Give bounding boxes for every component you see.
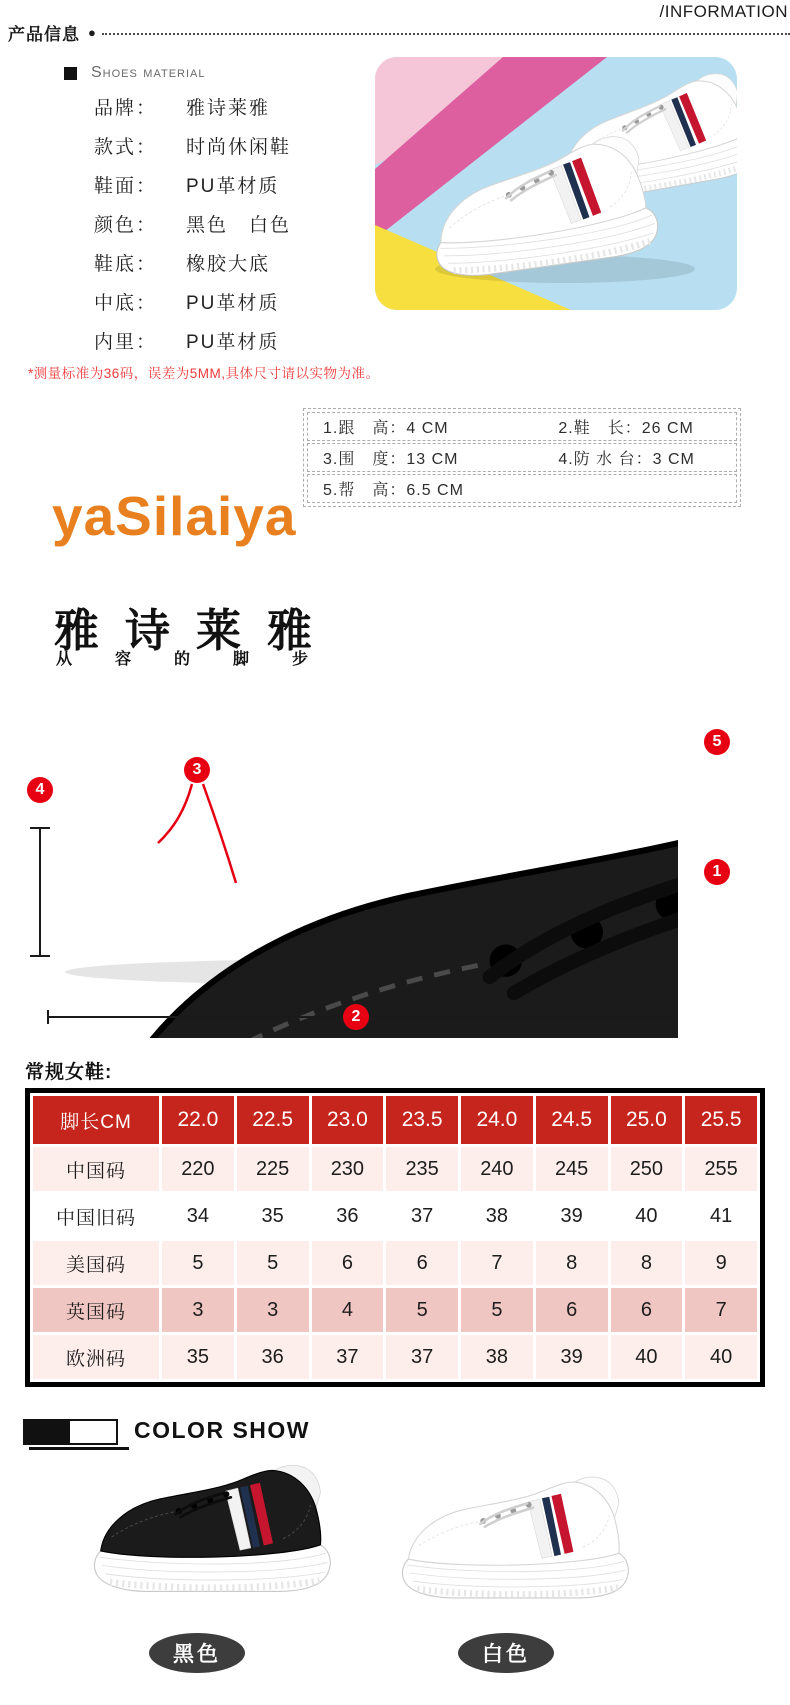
logo-shadow-shape	[29, 1447, 129, 1450]
specs-section-title: Shoes material	[91, 64, 206, 81]
measurement-note: *测量标准为36码，误差为5MM,具体尺寸请以实物为准。	[28, 366, 380, 381]
size-cell: 5	[386, 1288, 458, 1332]
measurement-row	[307, 443, 737, 472]
size-cell: 255	[685, 1147, 757, 1191]
measurement-item: 2.鞋 长：26 CM	[558, 420, 694, 437]
size-header-cell: 24.5	[536, 1096, 608, 1144]
page-title: 产品信息	[8, 25, 80, 44]
size-cell: 245	[536, 1147, 608, 1191]
measure-point-1: 1	[704, 859, 730, 885]
size-cell: 35	[162, 1335, 234, 1379]
size-cell: 41	[685, 1194, 757, 1238]
size-row-label: 英国码	[33, 1288, 159, 1332]
product-photo-image	[375, 57, 737, 310]
product-photo	[375, 57, 737, 310]
spec-value: PU革材质	[186, 292, 280, 314]
size-cell: 34	[162, 1194, 234, 1238]
size-cell: 3	[237, 1288, 309, 1332]
size-cell: 240	[461, 1147, 533, 1191]
spec-value: PU革材质	[186, 331, 280, 353]
spec-row-outsole	[64, 243, 374, 281]
size-cell: 8	[611, 1241, 683, 1285]
logo-filled-shape	[23, 1419, 70, 1445]
square-bullet-icon	[64, 67, 77, 80]
measurement-row	[307, 412, 737, 441]
size-cell: 37	[386, 1335, 458, 1379]
measurement-row	[307, 474, 737, 503]
spec-label: 品牌：	[94, 97, 158, 119]
color-badge-black: 黑色	[149, 1633, 245, 1673]
spec-row-midsole	[64, 282, 374, 320]
size-header-cell: 脚长CM	[33, 1096, 159, 1144]
measurement-box	[303, 408, 741, 507]
spec-label: 颜色：	[94, 214, 158, 236]
size-table	[25, 1088, 765, 1387]
color-show-title: COLOR SHOW	[134, 1417, 310, 1443]
brand-name-cn: 雅诗莱雅	[54, 605, 312, 656]
size-cell: 6	[536, 1288, 608, 1332]
black-shoe-image	[90, 1462, 335, 1600]
size-cell: 220	[162, 1147, 234, 1191]
size-cell: 3	[162, 1288, 234, 1332]
size-cell: 5	[237, 1241, 309, 1285]
size-row-label: 美国码	[33, 1241, 159, 1285]
measurement-item: 4.防 水 台：3 CM	[558, 451, 695, 468]
size-header-cell: 24.0	[461, 1096, 533, 1144]
size-header-cell: 25.5	[685, 1096, 757, 1144]
dotted-divider	[102, 25, 790, 35]
spec-value: PU革材质	[186, 175, 280, 197]
size-cell: 5	[461, 1288, 533, 1332]
size-cell: 6	[312, 1241, 384, 1285]
measurement-item: 5.帮 高：6.5 CM	[323, 482, 464, 499]
size-header-cell: 22.0	[162, 1096, 234, 1144]
size-cell: 40	[611, 1194, 683, 1238]
size-cell: 4	[312, 1288, 384, 1332]
spec-row-lining	[64, 321, 374, 359]
size-cell: 36	[237, 1335, 309, 1379]
spec-label: 内里：	[94, 331, 158, 353]
size-cell: 40	[611, 1335, 683, 1379]
size-header-cell: 25.0	[611, 1096, 683, 1144]
size-cell: 39	[536, 1335, 608, 1379]
size-cell: 8	[536, 1241, 608, 1285]
brand-slogan: 从容的脚步	[56, 651, 308, 668]
brand-logo: yaSilaiya	[52, 485, 297, 547]
size-cell: 6	[386, 1241, 458, 1285]
spec-value: 雅诗莱雅	[186, 97, 271, 119]
spec-row-brand	[64, 87, 374, 125]
size-row-label: 中国码	[33, 1147, 159, 1191]
size-cell: 7	[461, 1241, 533, 1285]
spec-row-upper	[64, 165, 374, 203]
size-cell: 37	[386, 1194, 458, 1238]
spec-label: 鞋底：	[94, 253, 158, 275]
header-english-label: /INFORMATION	[659, 2, 788, 21]
measure-point-5: 5	[704, 729, 730, 755]
size-cell: 6	[611, 1288, 683, 1332]
size-cell: 36	[312, 1194, 384, 1238]
spec-value: 时尚休闲鞋	[186, 136, 292, 158]
spec-row-color	[64, 204, 374, 242]
measurement-item: 1.跟 高：4 CM	[323, 420, 449, 437]
size-cell: 7	[685, 1288, 757, 1332]
size-cell: 40	[685, 1335, 757, 1379]
brand-block	[52, 485, 332, 668]
size-table-title: 常规女鞋:	[25, 1062, 113, 1083]
size-cell: 230	[312, 1147, 384, 1191]
main-shoe-image	[30, 588, 678, 1038]
size-row-label: 中国旧码	[33, 1194, 159, 1238]
size-cell: 225	[237, 1147, 309, 1191]
size-cell: 5	[162, 1241, 234, 1285]
size-header-cell: 23.0	[312, 1096, 384, 1144]
spec-row-style	[64, 126, 374, 164]
size-cell: 35	[237, 1194, 309, 1238]
spec-value: 黑色 白色	[186, 214, 292, 236]
white-shoe-image	[398, 1474, 633, 1606]
spec-label: 中底：	[94, 292, 158, 314]
spec-value: 橡胶大底	[186, 253, 271, 275]
measurement-item: 3.围 度：13 CM	[323, 451, 459, 468]
girth-pointer-line	[203, 784, 236, 883]
dot-icon: ●	[88, 25, 96, 40]
size-cell: 39	[536, 1194, 608, 1238]
size-cell: 38	[461, 1194, 533, 1238]
measure-point-2: 2	[343, 1004, 369, 1030]
platform-dimension-line	[30, 828, 50, 956]
size-header-cell: 22.5	[237, 1096, 309, 1144]
spec-label: 鞋面：	[94, 175, 158, 197]
girth-pointer-line	[158, 784, 192, 843]
specs-section	[64, 60, 374, 359]
page-header	[8, 20, 790, 45]
measure-point-3: 3	[184, 757, 210, 783]
size-cell: 37	[312, 1335, 384, 1379]
spec-label: 款式：	[94, 136, 158, 158]
size-cell: 9	[685, 1241, 757, 1285]
color-badge-white: 白色	[458, 1633, 554, 1673]
size-cell: 235	[386, 1147, 458, 1191]
size-header-cell: 23.5	[386, 1096, 458, 1144]
size-cell: 38	[461, 1335, 533, 1379]
measure-point-4: 4	[27, 777, 53, 803]
size-row-label: 欧洲码	[33, 1335, 159, 1379]
color-show-logo	[23, 1419, 133, 1453]
size-cell: 250	[611, 1147, 683, 1191]
